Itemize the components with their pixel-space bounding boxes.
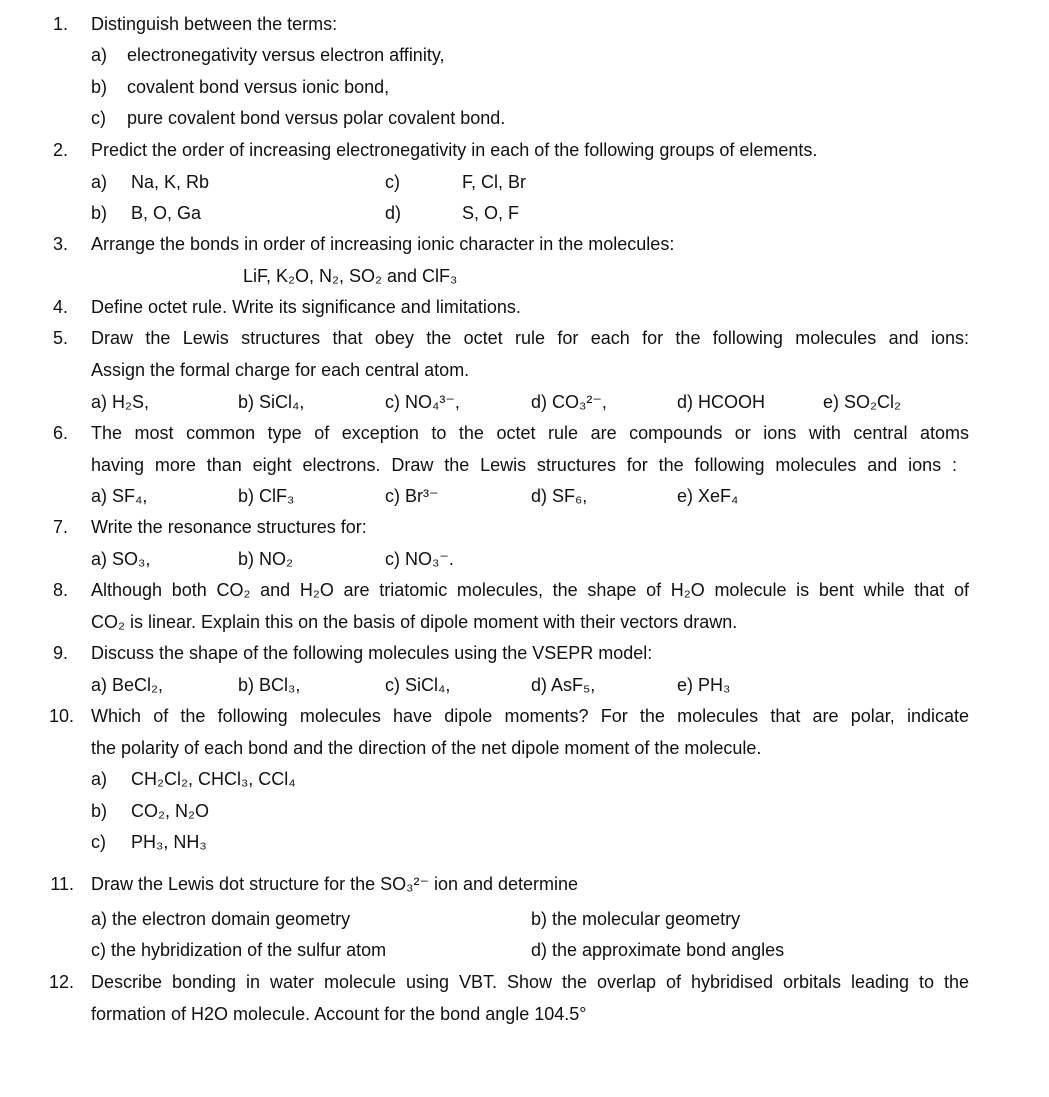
q10-number: 10. — [48, 706, 74, 726]
q9-option: b) BCl₃, — [238, 675, 301, 695]
q6-stem-line2: having more than eight electrons. Draw the Lewis structures for the following molecules and ions : — [91, 455, 957, 475]
q6-number: 6. — [52, 423, 68, 443]
q2-b-text: B, O, Ga — [131, 203, 202, 223]
q5-option: d) CO₃²⁻, — [531, 392, 607, 412]
q12-stem-line1: Describe bonding in water molecule using VBT. Show the overlap of hybridised orbitals leading to the — [91, 972, 969, 992]
q7-stem: Write the resonance structures for: — [91, 517, 367, 537]
q5-option: b) SiCl₄, — [238, 392, 305, 412]
q7-option: a) SO₃, — [91, 549, 151, 569]
q5-option: a) H₂S, — [91, 392, 149, 412]
q11-a-text: a) the electron domain geometry — [91, 909, 351, 929]
q6-option: a) SF₄, — [91, 486, 148, 506]
q2-c-text: F, Cl, Br — [462, 172, 527, 192]
q1-b-text: covalent bond versus ionic bond, — [127, 77, 390, 97]
q7-number: 7. — [52, 517, 68, 537]
q10-a-label: a) — [91, 769, 108, 789]
q10-a-text: CH₂Cl₂, CHCl₃, CCl₄ — [131, 769, 296, 789]
q11-stem: Draw the Lewis dot structure for the SO₃²⁻ ion and determine — [91, 874, 579, 894]
q1-a-label: a) — [91, 45, 108, 65]
q2-a-label: a) — [91, 172, 108, 192]
q6-option: e) XeF₄ — [677, 486, 739, 506]
q1-a-text: electronegativity versus electron affinity, — [127, 45, 445, 65]
q1-b-label: b) — [91, 77, 108, 97]
q8-stem-line2: CO₂ is linear. Explain this on the basis of dipole moment with their vectors drawn. — [91, 612, 738, 632]
q10-stem-line2: the polarity of each bond and the direction of the net dipole moment of the molecule. — [91, 738, 762, 758]
q6-option: b) ClF₃ — [238, 486, 295, 506]
q7-option: b) NO₂ — [238, 549, 293, 569]
q9-number: 9. — [52, 643, 68, 663]
q1-number: 1. — [52, 14, 68, 34]
q11-c-text: c) the hybridization of the sulfur atom — [91, 940, 387, 960]
q5-stem-line2: Assign the formal charge for each central atom. — [91, 360, 470, 380]
q1-c-text: pure covalent bond versus polar covalent bond. — [127, 108, 506, 128]
q5-stem-line1: Draw the Lewis structures that obey the octet rule for each for the following molecules and ions: — [91, 328, 969, 348]
q9-option: e) PH₃ — [677, 675, 731, 695]
q4-stem: Define octet rule. Write its significance and limitations. — [91, 297, 521, 317]
q6-option: d) SF₆, — [531, 486, 588, 506]
q10-b-label: b) — [91, 801, 108, 821]
q2-stem: Predict the order of increasing electronegativity in each of the following groups of elements. — [91, 140, 818, 160]
q12-number: 12. — [48, 972, 74, 992]
q7-option: c) NO₃⁻. — [385, 549, 454, 569]
q6-option: c) Br³⁻ — [385, 486, 439, 506]
q8-number: 8. — [52, 580, 68, 600]
q11-d-text: d) the approximate bond angles — [531, 940, 785, 960]
q10-b-text: CO₂, N₂O — [131, 801, 209, 821]
q11-number: 11. — [50, 874, 74, 894]
q11-b-text: b) the molecular geometry — [531, 909, 741, 929]
q10-stem-line1: Which of the following molecules have dipole moments? For the molecules that are polar, indicate — [91, 706, 969, 726]
q5-option: d) HCOOH — [677, 392, 766, 412]
q2-d-label: d) — [385, 203, 402, 223]
q6-stem-line1: The most common type of exception to the octet rule are compounds or ions with central atoms — [91, 423, 969, 443]
q9-option: c) SiCl₄, — [385, 675, 451, 695]
q4-number: 4. — [52, 297, 68, 317]
q10-c-text: PH₃, NH₃ — [131, 832, 207, 852]
q5-option: e) SO₂Cl₂ — [823, 392, 901, 412]
q3-number: 3. — [52, 234, 68, 254]
q9-option: d) AsF₅, — [531, 675, 596, 695]
q2-number: 2. — [52, 140, 68, 160]
q1-c-label: c) — [91, 108, 106, 128]
q3-stem: Arrange the bonds in order of increasing ionic character in the molecules: — [91, 234, 675, 254]
q9-option: a) BeCl₂, — [91, 675, 164, 695]
q2-d-text: S, O, F — [462, 203, 520, 223]
q2-a-text: Na, K, Rb — [131, 172, 210, 192]
q3-molecule-list: LiF, K₂O, N₂, SO₂ and ClF₃ — [243, 266, 458, 286]
q5-number: 5. — [52, 328, 68, 348]
q5-option: c) NO₄³⁻, — [385, 392, 460, 412]
q1-stem: Distinguish between the terms: — [91, 14, 338, 34]
q12-stem-line2: formation of H2O molecule. Account for the bond angle 104.5° — [91, 1004, 587, 1024]
q2-b-label: b) — [91, 203, 108, 223]
q10-c-label: c) — [91, 832, 106, 852]
q9-stem: Discuss the shape of the following molecules using the VSEPR model: — [91, 643, 653, 663]
q8-stem-line1: Although both CO₂ and H₂O are triatomic molecules, the shape of H₂O molecule is bent while that of — [91, 580, 969, 600]
q2-c-label: c) — [385, 172, 400, 192]
